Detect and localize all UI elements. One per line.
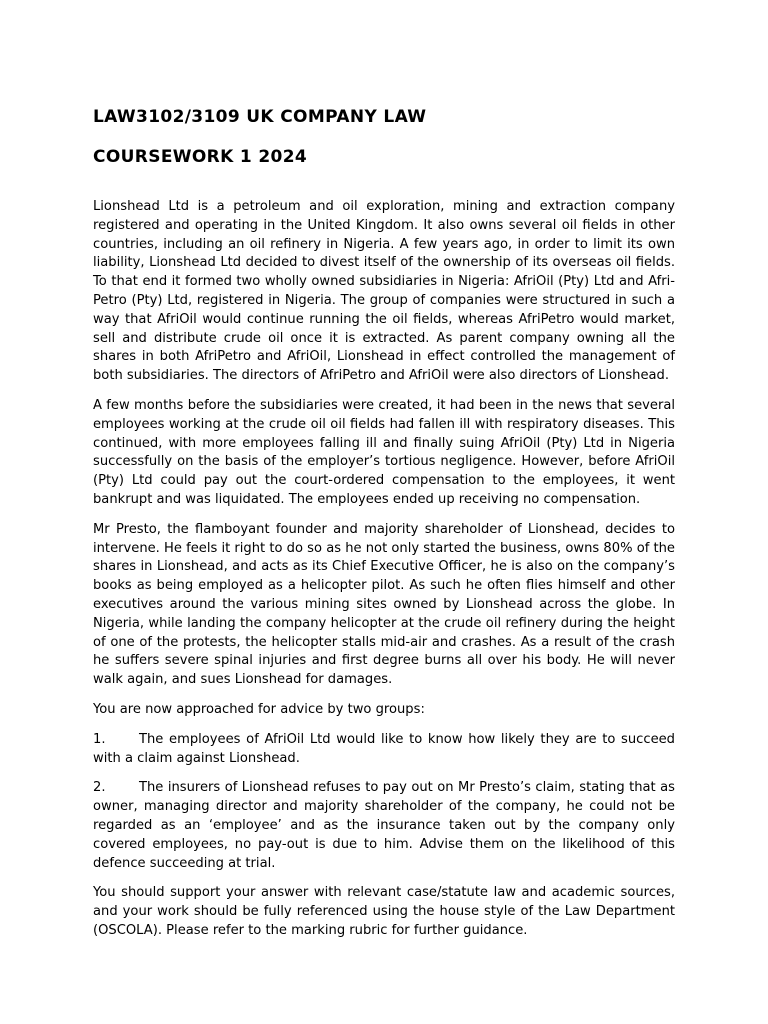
numbered-item [93,731,675,769]
item-number: 2. [93,780,106,796]
paragraph-intro-advice: You are now approached for advice by two groups: [93,701,425,717]
paragraph-facts-1: Lionshead Ltd is a petroleum and oil exploration, mining and extraction company registered and operating in the United Kingdom. It also owns several oil fields in other countries, including an oil refinery in Nigeria. A few years ago, in order to limit its own liability, Lionshead Ltd decided to divest itself of the ownership of its overseas oil fields. To that end it formed two wholly owned subsidiaries in Nigeria: AfriOil (Pty) Ltd and Afri-Petro (Pty) Ltd, registered in Nigeria. The group of companies were structured in such a way that AfriOil would continue running the oil fields, whereas AfriPetro would market, sell and distribute crude oil once it is extracted. As parent company owning all the shares in both AfriPetro and AfriOil, Lionshead in effect controlled the management of both subsidiaries. The directors of AfriPetro and AfriOil were also directors of Lionshead. [93,199,675,384]
numbered-item [93,779,675,873]
paragraph-closing: You should support your answer with relevant case/statute law and academic sources, and your work should be fully referenced using the house style of the Law Department (OSCOLA). Please refer to the marking rubric for further guidance. [93,885,675,938]
document-body [93,198,675,952]
document-title: LAW3102/3109 UK COMPANY LAW [93,107,427,127]
paragraph-facts-2: A few months before the subsidiaries were created, it had been in the news that several employees working at the crude oil oil fields had fallen ill with respiratory diseases. This continued, with more employees falling ill and finally suing AfriOil (Pty) Ltd in Nigeria successfully on the basis of the employer’s tortious negligence. However, before AfriOil (Pty) Ltd could pay out the court-ordered compensation to the employees, it went bankrupt and was liquidated. The employees ended up receiving no compensation. [93,397,675,507]
paragraph-facts-3: Mr Presto, the flamboyant founder and majority shareholder of Lionshead, decides to intervene. He feels it right to do so as he not only started the business, owns 80% of the shares in Lionshead, and acts as its Chief Executive Officer, he is also on the company’s books as being employed as a helicopter pilot. As such he often flies himself and other executives around the various mining sites owned by Lionshead across the globe. In Nigeria, while landing the company helicopter at the crude oil refinery during the height of one of the protests, the helicopter stalls mid-air and crashes. As a result of the crash he suffers severe spinal injuries and first degree burns all over his body. He will never walk again, and sues Lionshead for damages. [93,521,675,688]
item-number: 1. [93,731,106,747]
item-text: The employees of AfriOil Ltd would like to know how likely they are to succeed with a claim against Lionshead. [93,731,675,766]
item-text: The insurers of Lionshead refuses to pay out on Mr Presto’s claim, stating that as owner, managing director and majority shareholder of the company, he could not be regarded as an ‘employee’ and as the insurance taken out by the company only covered employees, no pay-out is due to him. Advise them on the likelihood of this defence succeeding at trial. [93,780,675,871]
document-subtitle: COURSEWORK 1 2024 [93,147,308,167]
